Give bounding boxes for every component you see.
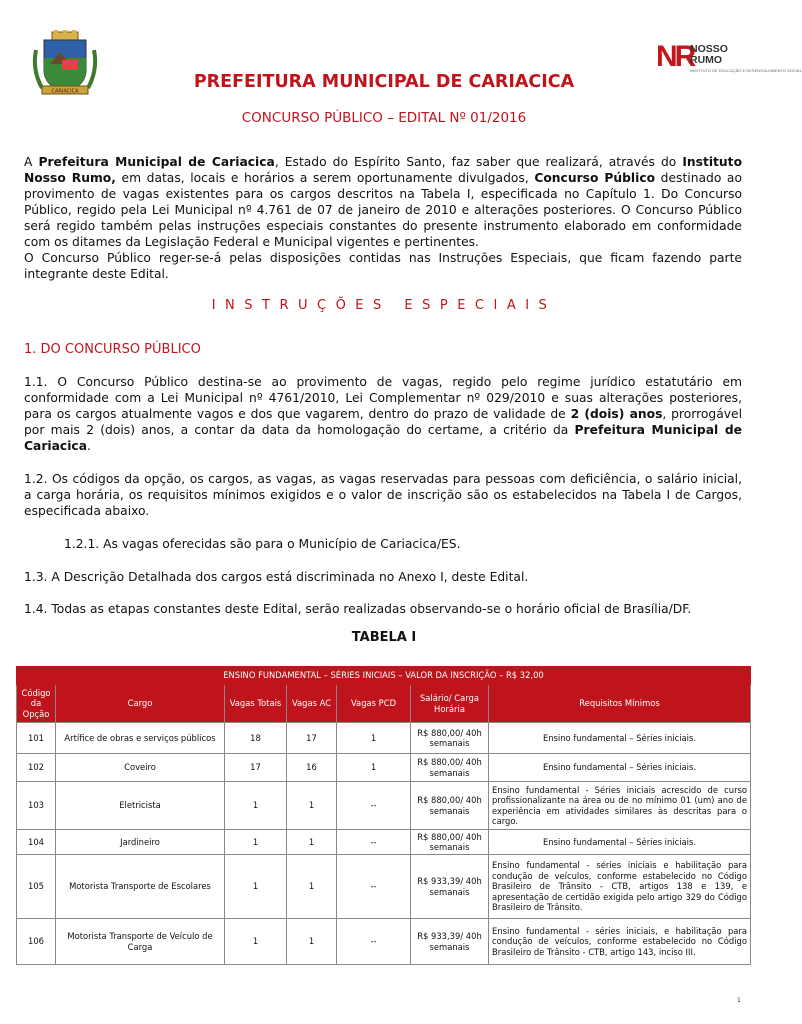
instructions-title: INSTRUÇÕES ESPECIAIS <box>211 298 557 313</box>
col-header-salario: Salário/ Carga Horária <box>411 685 489 723</box>
nr-tagline: INSTITUTO DE EDUCAÇÃO E DESENVOLVIMENTO SOCIAL <box>690 68 802 73</box>
col-header-total: Vagas Totais <box>225 685 287 723</box>
intro-paragraph: A Prefeitura Municipal de Cariacica, Estado do Espírito Santo, faz saber que realizará, através do Instituto Nosso Rumo, em datas, locais e horários a serem oportunamente divulgados, Concurso Público destinado ao provimento de vagas existentes para os cargos descritos na Tabela I, especificada no Capítulo 1. Do Concurso Público, regido pela Lei Municipal nº 4.761 de 07 de janeiro de 2010 e alterações posteriores. O Concurso Público será regido também pelas instruções especiais constantes do presente instrumento elaborado em conformidade com os ditames da Legislação Federal e Municipal vigentes e pertinentes. <box>24 155 743 249</box>
table-row: 102 Coveiro 17 16 1 R$ 880,00/ 40h semanais Ensino fundamental – Séries iniciais. <box>17 754 751 782</box>
crest-banner-text: CARIACICA <box>51 88 79 95</box>
cargos-table <box>16 666 751 965</box>
paragraph-1-2-1: 1.2.1. As vagas oferecidas são para o Município de Cariacica/ES. <box>64 537 461 551</box>
nr-line1: NOSSO <box>690 43 728 55</box>
table-row: 103 Eletricista 1 1 -- R$ 880,00/ 40h semanais Ensino fundamental - Séries iniciais acrescido de curso profissionalizante na área ou de no mínimo 01 (um) ano de experiência em atividades similares às descritas para o cargo. <box>17 782 751 830</box>
paragraph-1-3: 1.3. A Descrição Detalhada dos cargos está discriminada no Anexo I, deste Edital. <box>24 570 529 584</box>
edital-subtitle: CONCURSO PÚBLICO – EDITAL Nº 01/2016 <box>241 110 527 126</box>
nr-mark: NR <box>656 40 694 73</box>
table-title: TABELA I <box>351 630 417 645</box>
col-header-code: Código da Opção <box>17 685 56 723</box>
col-header-cargo: Cargo <box>56 685 225 723</box>
col-header-ac: Vagas AC <box>287 685 337 723</box>
paragraph-1-2: 1.2. Os códigos da opção, os cargos, as vagas, as vagas reservadas para pessoas com deficiência, o salário inicial, a carga horária, os requisitos mínimos exigidos e o valor de inscrição são os estabelecidos na Tabela I de Cargos, especificada abaixo. <box>24 472 742 518</box>
table-band-header: ENSINO FUNDAMENTAL – SÉRIES INICIAIS – VALOR DA INSCRIÇÃO – R$ 32,00 <box>17 667 751 685</box>
paragraph-1-1: 1.1. O Concurso Público destina-se ao provimento de vagas, regido pelo regime jurídico estatutário em conformidade com a Lei Municipal nº 4761/2010, Lei Complementar nº 029/2010 e suas alterações posteriores, para os cargos atualmente vagos e dos que vagarem, dentro do prazo de validade de 2 (dois) anos, prorrogável por mais 2 (dois) anos, a contar da data da homologação do certame, a critério da Prefeitura Municipal de Cariacica. <box>24 375 742 453</box>
table-row: 105 Motorista Transporte de Escolares 1 1 -- R$ 933,39/ 40h semanais Ensino fundamental - séries iniciais e habilitação para condução de veículos, conforme estabelecido no Código Brasileiro de Trânsito - CTB, artigos 138 e 139, e apresentação de certidão exigida pelo artigo 329 do Código Brasileiro de Trânsito. <box>17 855 751 919</box>
col-header-requisitos: Requisitos Mínimos <box>489 685 751 723</box>
document-title: PREFEITURA MUNICIPAL DE CARIACICA <box>193 72 575 92</box>
nr-line2: RUMO <box>690 54 723 66</box>
table-row: 104 Jardineiro 1 1 -- R$ 880,00/ 40h semanais Ensino fundamental – Séries iniciais. <box>17 830 751 855</box>
table-row: 106 Motorista Transporte de Veículo de Carga 1 1 -- R$ 933,39/ 40h semanais Ensino fundamental - séries iniciais, e habilitação para condução de veículos, conforme estabelecido no Código Brasileiro de Trânsito - CTB, artigo 143, inciso III. <box>17 919 751 965</box>
intro-paragraph-2: O Concurso Público reger-se-á pelas disposições contidas nas Instruções Especiais, que ficam fazendo parte integrante deste Edital. <box>24 251 742 281</box>
col-header-pcd: Vagas PCD <box>337 685 411 723</box>
paragraph-1-4: 1.4. Todas as etapas constantes deste Edital, serão realizadas observando-se o horário oficial de Brasília/DF. <box>24 602 692 616</box>
table-row: 101 Artífice de obras e serviços públicos 18 17 1 R$ 880,00/ 40h semanais Ensino fundamental – Séries iniciais. <box>17 723 751 754</box>
page-number: 1 <box>737 997 741 1004</box>
section-heading: 1. DO CONCURSO PÚBLICO <box>24 342 201 357</box>
